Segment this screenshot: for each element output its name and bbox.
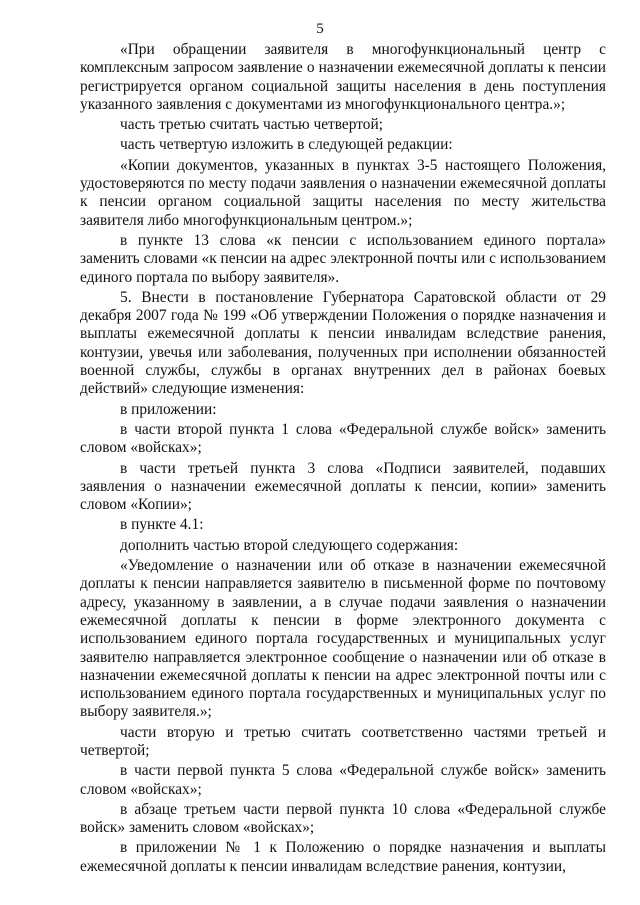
paragraph-quote-complex-request: «При обращении заявителя в многофункциональный центр с комплексным запросом заявление о назначении ежемесячной доплаты к пенсии регистрируется органом социальной защиты населения в день поступления указанного заявления с документами из многофункционального центра.»; bbox=[80, 41, 606, 113]
page-number: 5 bbox=[316, 21, 324, 37]
paragraph-item-1-part-2: в части второй пункта 1 слова «Федеральной службе войск» заменить словом «войсках»; bbox=[80, 420, 606, 457]
paragraph-item-3-part-3: в части третьей пункта 3 слова «Подписи заявителей, подавших заявления о назначении ежемесячной доплаты к пенсии, копии» заменить словом «Копии»; bbox=[80, 459, 606, 514]
paragraph-appendix-1: в приложении № 1 к Положению о порядке назначения и выплаты ежемесячной доплаты к пенсии инвалидам вследствие ранения, контузии, bbox=[80, 839, 606, 875]
paragraph-renumber-parts: части вторую и третью считать соответственно частями третьей и четвертой; bbox=[80, 723, 606, 759]
paragraph-quote-notification: «Уведомление о назначении или об отказе в назначении ежемесячной доплаты к пенсии направляется заявителю в письменной форме по почтовому адресу, указанному в заявлении, а в случае подачи заявления о назначении ежемесячной доплаты к пенсии в форме электронного документа с использованием единого портала государственных и муниципальных услуг заявителю направляется электронное сообщение о назначении или об отказе в назначении ежемесячной доплаты к пенсии на адрес электронной почты или с использованием единого портала государственных и муниципальных услуг по выбору заявителя.»; bbox=[80, 557, 606, 721]
paragraph-add-part-two: дополнить частью второй следующего содержания: bbox=[120, 536, 459, 554]
paragraph-item-10: в абзаце третьем части первой пункта 10 слова «Федеральной службе войск» заменить словом «войсках»; bbox=[80, 800, 606, 837]
paragraph-quote-document-copies: «Копии документов, указанных в пунктах 3-5 настоящего Положения, удостоверяются по месту подачи заявления о назначении ежемесячной доплаты к пенсии органом социальной защиты населения по месту жительства заявителя либо многофункциональным центром.»; bbox=[80, 156, 606, 229]
paragraph-item-5-part-1: в части первой пункта 5 слова «Федеральной службе войск» заменить словом «войсках»; bbox=[80, 762, 606, 798]
paragraph-in-appendix: в приложении: bbox=[120, 400, 217, 418]
paragraph-renumber-part-three: часть третью считать частью четвертой; bbox=[120, 116, 383, 134]
document-body bbox=[80, 41, 606, 878]
paragraph-restate-part-four: часть четвертую изложить в следующей редакции: bbox=[120, 136, 453, 154]
paragraph-item-13: в пункте 13 слова «к пенсии с использованием единого портала» заменить словами «к пенсии на адрес электронной почты или с использованием единого портала по выбору заявителя». bbox=[80, 231, 606, 286]
paragraph-item-4-1: в пункте 4.1: bbox=[120, 516, 204, 534]
paragraph-section-5: 5. Внести в постановление Губернатора Саратовской области от 29 декабря 2007 года № 199 «Об утверждении Положения о порядке назначения и выплаты ежемесячной доплаты к пенсии инвалидам вследствие ранения, контузии, увечья или заболевания, полученных при исполнении обязанностей военной службы, службы в органах внутренних дел в районах боевых действий» следующие изменения: bbox=[80, 288, 606, 398]
